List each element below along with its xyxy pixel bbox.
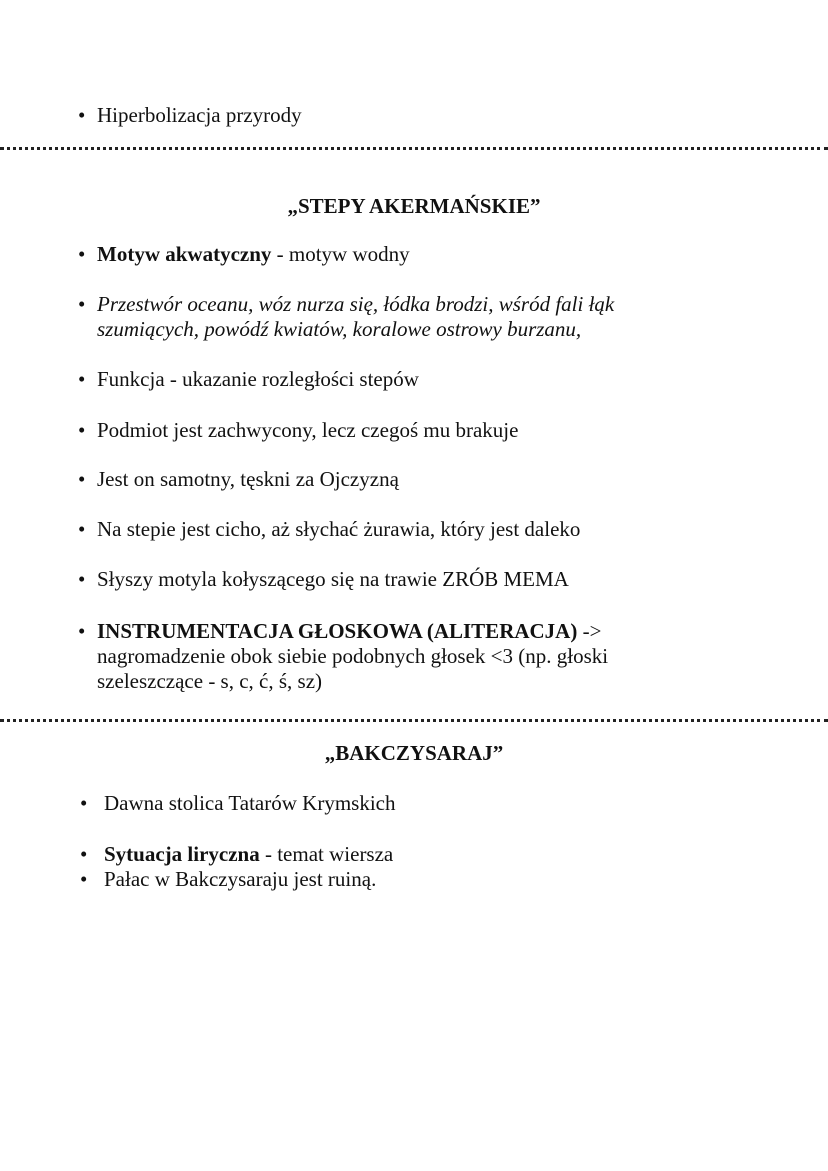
bold-term: Motyw akwatyczny <box>97 242 272 266</box>
list-item-text: Jest on samotny, tęskni za Ojczyzną <box>97 467 399 491</box>
list-item-text: Pałac w Bakczysaraju jest ruiną. <box>104 867 377 891</box>
list-item-text: Funkcja - ukazanie rozległości stepów <box>97 367 419 391</box>
list-item-text <box>104 842 393 867</box>
list-item-text: Podmiot jest zachwycony, lecz czegoś mu brakuje <box>97 418 519 442</box>
item-line-2: nagromadzenie obok siebie podobnych głosek <3 (np. głoski <box>97 644 609 668</box>
bold-term: Sytuacja liryczna <box>104 842 260 866</box>
list-item-text <box>97 619 608 694</box>
term-description: - motyw wodny <box>271 242 410 266</box>
list-item-text: Słyszy motyla kołyszącego się na trawie ZRÓB MEMA <box>97 567 569 591</box>
list-item-text: Dawna stolica Tatarów Krymskich <box>104 791 396 815</box>
quote-line-1: Przestwór oceanu, wóz nurza się, łódka brodzi, wśród fali łąk <box>97 292 615 316</box>
item-line-3: szeleszczące - s, c, ć, ś, sz) <box>97 669 323 693</box>
item-line-1 <box>97 619 608 644</box>
list-item-text <box>97 292 614 342</box>
bold-term: INSTRUMENTACJA GŁOSKOWA (ALITERACJA) <box>97 619 578 643</box>
list-item-text: Hiperbolizacja przyrody <box>97 103 302 127</box>
term-description: - temat wiersza <box>259 842 394 866</box>
arrow-text: -> <box>577 619 602 643</box>
list-item-text: Na stepie jest cicho, aż słychać żurawia, który jest daleko <box>97 517 581 541</box>
list-item-text <box>97 242 410 267</box>
dotted-divider <box>0 147 828 150</box>
section-title: „STEPY AKERMAŃSKIE” <box>287 194 541 218</box>
section-title: „BAKCZYSARAJ” <box>324 741 504 765</box>
quote-line-2: szumiących, powódź kwiatów, koralowe ostrowy burzanu, <box>97 317 582 341</box>
dotted-divider <box>0 719 828 722</box>
